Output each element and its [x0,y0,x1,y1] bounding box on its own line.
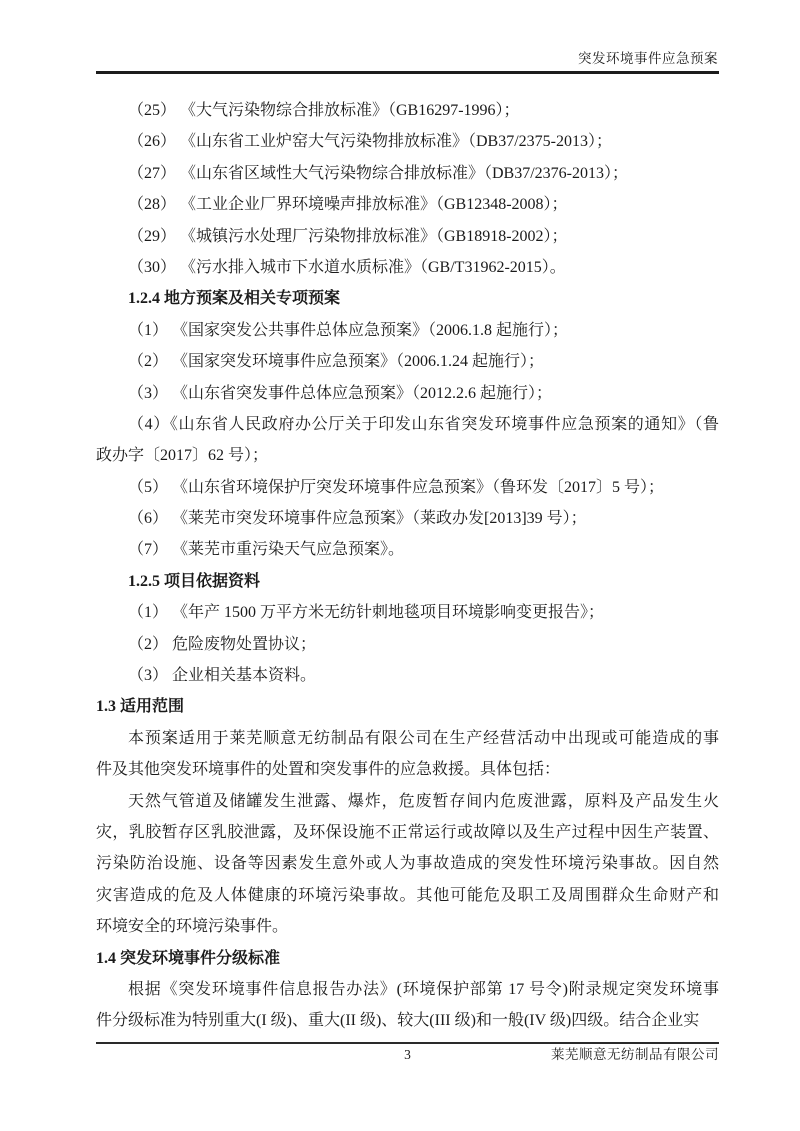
heading-sub: 1.2.5 项目依据资料 [128,572,261,590]
paragraph-line: 天然气管道及储罐发生泄露、爆炸，危废暂存间内危废泄露，原料及产品发生火 [128,792,719,810]
list-item: （26） 《山东省工业炉窑大气污染物排放标准》（DB37/2375-2013）； [128,133,613,151]
list-item: （2） 危险废物处置协议； [128,635,317,653]
list-item: （30） 《污水排入城市下水道水质标准》（GB/T31962-2015）。 [128,258,566,276]
paragraph-line: 灾，乳胶暂存区乳胶泄露，及环保设施不正常运行或故障以及生产过程中因生产装置、 [96,823,719,841]
paragraph-line: 政办字〔2017〕62 号）； [96,447,269,465]
paragraph-line: 污染防治设施、设备等因素发生意外或人为事故造成的突发性环境污染事故。因自然 [96,855,719,873]
list-item: （1） 《年产 1500 万平方米无纺针刺地毯项目环境影响变更报告》； [128,604,605,622]
heading-sub: 1.2.4 地方预案及相关专项预案 [128,290,341,308]
list-item: （7） 《莱芜市重污染天气应急预案》。 [128,541,405,559]
footer-rule [96,1042,719,1044]
heading-section: 1.3 适用范围 [96,698,185,716]
header-rule [96,71,719,74]
list-item: （29） 《城镇污水处理厂污染物排放标准》（GB18918-2002）； [128,227,568,245]
paragraph-line: 环境安全的环境污染事件。 [96,918,289,936]
paragraph-line: 件及其他突发环境事件的处置和突发事件的应急救援。具体包括： [96,761,561,779]
list-item: （28） 《工业企业厂界环境噪声排放标准》（GB12348-2008）； [128,196,568,214]
list-item: （1） 《国家突发公共事件总体应急预案》（2006.1.8 起施行）； [128,321,569,339]
paragraph-line: 根据《突发环境事件信息报告办法》(环境保护部第 17 号令)附录规定突发环境事 [128,980,719,998]
header-title: 突发环境事件应急预案 [578,51,718,66]
page-number: 3 [404,1047,411,1062]
heading-section: 1.4 突发环境事件分级标准 [96,949,281,967]
paragraph-line: （4）《山东省人民政府办公厅关于印发山东省突发环境事件应急预案的通知》（鲁 [128,415,719,433]
document-body [96,95,719,1037]
list-item: （5） 《山东省环境保护厅突发环境事件应急预案》（鲁环发〔2017〕5 号）； [128,478,665,496]
list-item: （2） 《国家突发环境事件应急预案》（2006.1.24 起施行）； [128,353,545,371]
paragraph-line: 本预案适用于莱芜顺意无纺制品有限公司在生产经营活动中出现或可能造成的事 [128,729,719,747]
list-item: （27） 《山东省区域性大气污染物综合排放标准》（DB37/2376-2013）； [128,164,629,182]
list-item: （3） 《山东省突发事件总体应急预案》（2012.2.6 起施行）； [128,384,553,402]
list-item: （3） 企业相关基本资料。 [128,667,317,685]
footer-company: 莱芜顺意无纺制品有限公司 [551,1047,719,1062]
list-item: （6） 《莱芜市突发环境事件应急预案》（莱政办发[2013]39 号）； [128,510,587,528]
list-item: （25） 《大气污染物综合排放标准》（GB16297-1996）； [128,102,520,119]
paragraph-line: 灾害造成的危及人体健康的环境污染事故。其他可能危及职工及周围群众生命财产和 [96,886,719,904]
paragraph-line: 件分级标准为特别重大(I 级)、重大(II 级)、较大(III 级)和一般(IV 级)四级。结合企业实 [96,1012,700,1030]
